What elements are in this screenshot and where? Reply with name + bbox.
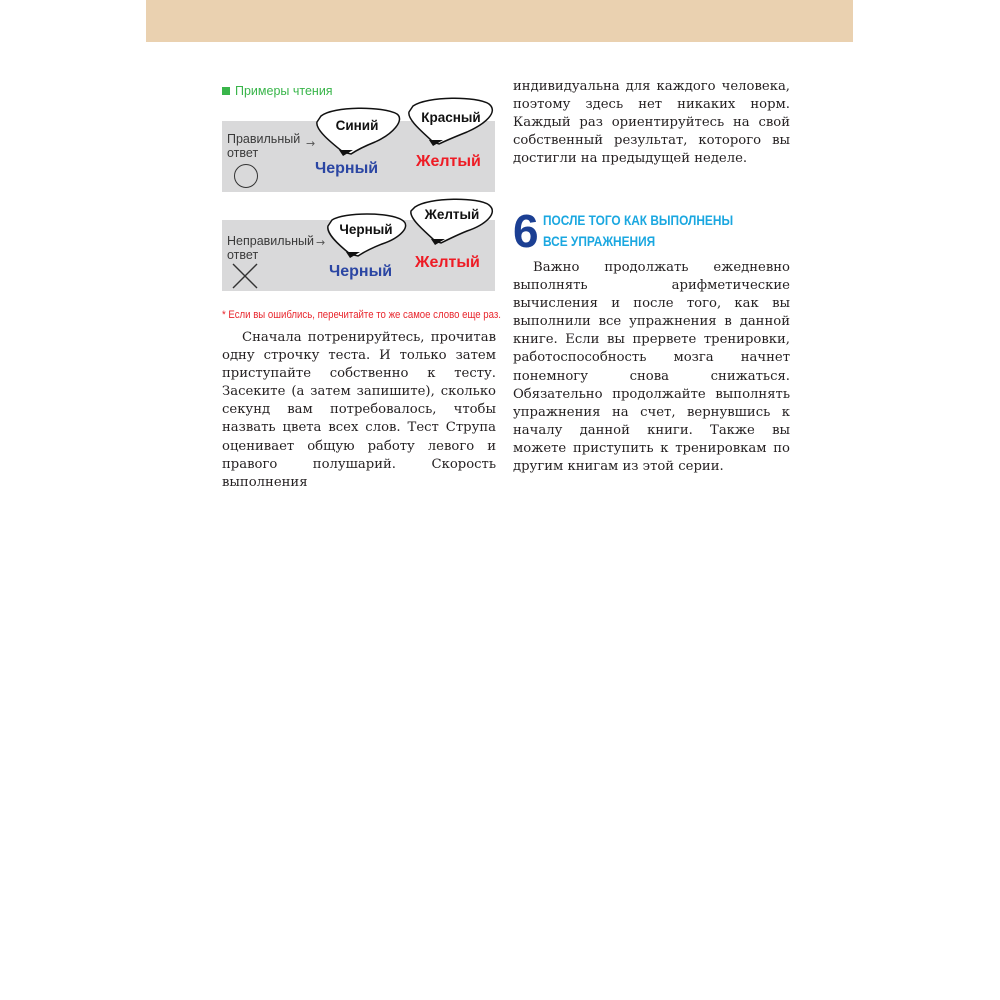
examples-label-text: Примеры чтения	[235, 84, 333, 98]
body-paragraph-right: Важно продолжать ежедневно выполнять арифметические вычисления и после того, как вы выполнили все упражнения в данной книге. Если вы прервете тренировки, работоспособность мозга начнет понемногу снова снижаться. Обязательно продолжайте выполнять упражнения на счет, вернувшись к началу данной книги. Также вы можете приступить к тренировкам по другим книгам из этой серии.	[513, 260, 790, 475]
correct-label-line1: Правильный	[227, 132, 301, 146]
page-header-banner	[146, 0, 853, 42]
correct-label	[227, 132, 300, 160]
said-word: Желтый	[424, 207, 480, 222]
said-word: Черный	[339, 222, 393, 237]
printed-word: Черный	[315, 160, 379, 177]
incorrect-label-line1: Неправильный	[227, 234, 314, 248]
speech-bubble-said	[324, 214, 408, 260]
body-paragraph-left: Сначала потренируйтесь, прочитав одну строчку теста. И только затем приступайте собственно к тесту. Засеките (а затем запишите), сколько секунд вам потребовалось, чтобы назвать цвета всех слов. Тест Струпа оценивает общую работу левого и правого полушарий. Скорость выполнения	[222, 330, 496, 490]
correct-label-line2: ответ	[227, 146, 259, 160]
said-word: Красный	[421, 110, 481, 125]
speech-bubble-said	[409, 199, 495, 247]
section-heading	[513, 205, 759, 257]
examples-section-label	[222, 84, 333, 98]
printed-word: Желтый	[416, 153, 481, 170]
speech-bubble-shape-icon	[313, 108, 401, 158]
section-title-line1: ПОСЛЕ ТОГО КАК ВЫПОЛНЕНЫ	[542, 213, 733, 228]
printed-word: Черный	[329, 263, 393, 280]
incorrect-label	[227, 234, 314, 262]
circle-icon	[234, 164, 258, 188]
arrow-right-icon: →	[316, 236, 326, 249]
body-paragraph-continuation: индивидуальна для каждого человека, поэтому здесь нет никаких норм. Каждый раз ориентируйтесь на свой собственный результат, которого вы достигли на предыдущей неделе.	[513, 79, 790, 167]
cross-icon	[232, 263, 258, 289]
said-word: Синий	[335, 118, 379, 133]
arrow-right-icon: →	[306, 137, 316, 150]
speech-bubble-shape-icon	[324, 214, 408, 260]
section-number: 6	[513, 205, 539, 257]
printed-word: Желтый	[415, 254, 480, 271]
section-title-line2: ВСЕ УПРАЖНЕНИЯ	[542, 234, 655, 249]
incorrect-label-line2: ответ	[227, 248, 259, 262]
speech-bubble-said	[313, 108, 401, 158]
section-title	[543, 210, 733, 252]
error-note: * Если вы ошиблись, перечитайте то же самое слово еще раз.	[222, 309, 501, 321]
speech-bubble-said	[407, 98, 495, 148]
green-square-bullet-icon	[222, 87, 230, 95]
